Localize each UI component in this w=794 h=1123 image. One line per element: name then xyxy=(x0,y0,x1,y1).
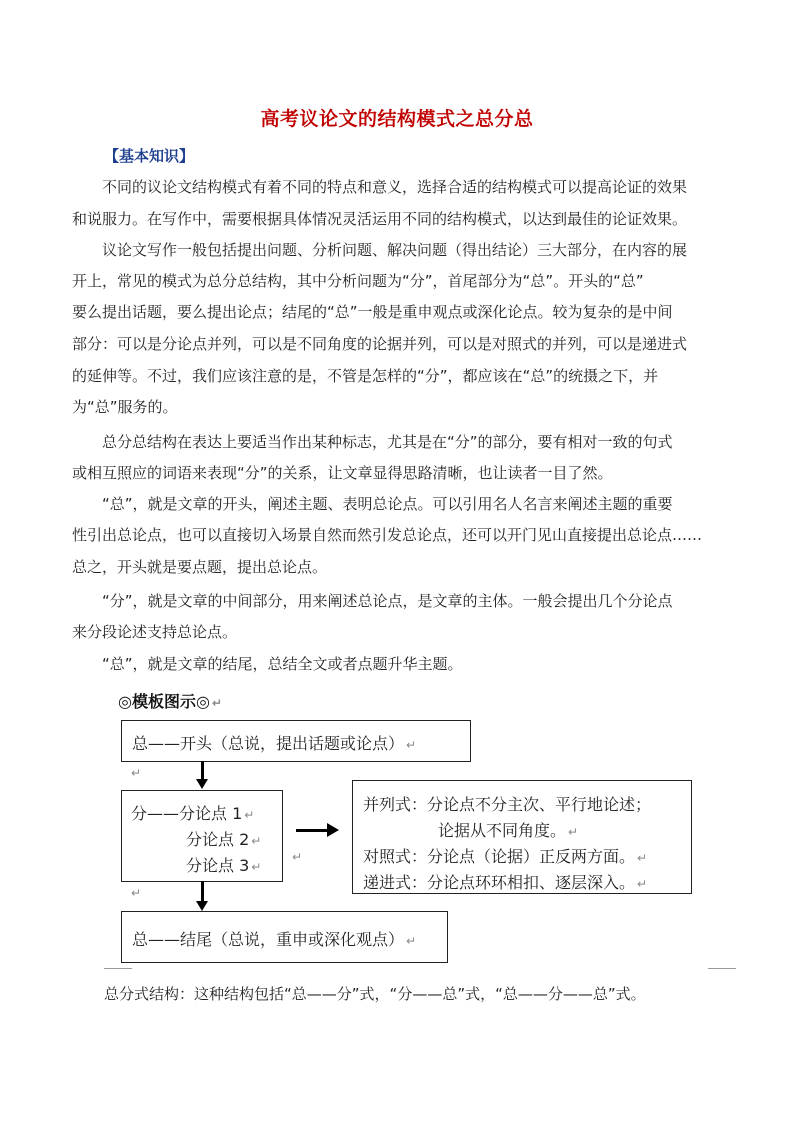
body-line: 部分：可以是分论点并列，可以是不同角度的论据并列，可以是对照式的并列，可以是递进式 xyxy=(72,335,688,353)
body-line: 总分总结构在表达上要适当作出某种标志，尤其是在“分”的部分，要有相对一致的句式 xyxy=(72,433,673,451)
body-line: 议论文写作一般包括提出问题、分析问题、解决问题（得出结论）三大部分，在内容的展 xyxy=(72,241,688,259)
divider xyxy=(708,968,736,969)
body-line: 为“总”服务的。 xyxy=(72,398,178,416)
body-line: 的延伸等。不过，我们应该注意的是，不管是怎样的“分”，都应该在“总”的统摄之下，并 xyxy=(72,367,659,385)
paragraph-mark: ↵ xyxy=(292,850,303,864)
body-line: 和说服力。在写作中，需要根据具体情况灵活运用不同的结构模式，以达到最佳的论证效果。 xyxy=(72,210,688,228)
page-title: 高考议论文的结构模式之总分总 xyxy=(260,108,534,130)
body-line: “总”，就是文章的结尾，总结全文或者点题升华主题。 xyxy=(72,655,463,673)
arrow-head xyxy=(327,823,339,837)
body-line: “总”，就是文章的开头，阐述主题、表明总论点。可以引用名人名言来阐述主题的重要 xyxy=(72,495,673,513)
arrow-right xyxy=(296,829,328,832)
arrow-down xyxy=(201,761,204,781)
summary-text: 总分式结构：这种结构包括“总——分”式，“分——总”式，“总——分——总”式。 xyxy=(104,985,646,1003)
body-line: 不同的议论文结构模式有着不同的特点和意义，选择合适的结构模式可以提高论证的效果 xyxy=(72,178,688,196)
body-line: 性引出总论点，也可以直接切入场景自然而然引发总论点，还可以开门见山直接提出总论点…… xyxy=(72,526,703,544)
paragraph-mark: ↵ xyxy=(131,766,142,780)
body-line: “分”，就是文章的中间部分，用来阐述总论点，是文章的主体。一般会提出几个分论点 xyxy=(72,592,673,610)
body-line: 要么提出话题，要么提出论点；结尾的“总”一般是重申观点或深化论点。较为复杂的是中间 xyxy=(72,303,673,321)
body-line: 或相互照应的词语来表现“分”的关系，让文章显得思路清晰，也让读者一目了然。 xyxy=(72,464,613,482)
paragraph-mark: ↵ xyxy=(131,886,142,900)
body-line: 总之，开头就是要点题，提出总论点。 xyxy=(72,558,328,576)
arrow-down xyxy=(201,881,204,903)
intro-box: 总——开头（总说，提出话题或论点） ↵ xyxy=(121,720,471,762)
divider xyxy=(104,968,132,969)
structure-types-box: 并列式：分论点不分主次、平行地论述； 论据从不同角度。 ↵ 对照式：分论点（论据）正反两方面。 ↵ 递进式：分论点环环相扣、逐层深入。 ↵ xyxy=(352,780,692,894)
section-heading: 【基本知识】 xyxy=(104,147,195,165)
conclusion-box: 总——结尾（总说，重申或深化观点） ↵ xyxy=(121,911,448,963)
body-points-box: 分——分论点 1 ↵ 分论点 2 ↵ 分论点 3 ↵ xyxy=(121,790,283,882)
arrow-head xyxy=(196,901,208,911)
body-line: 来分段论述支持总论点。 xyxy=(72,623,238,641)
arrow-head xyxy=(196,779,208,789)
body-line: 开上，常见的模式为总分总结构，其中分析问题为“分”，首尾部分为“总”。开头的“总” xyxy=(72,272,644,290)
template-heading: ◎模板图示◎ ↵ xyxy=(118,692,222,711)
